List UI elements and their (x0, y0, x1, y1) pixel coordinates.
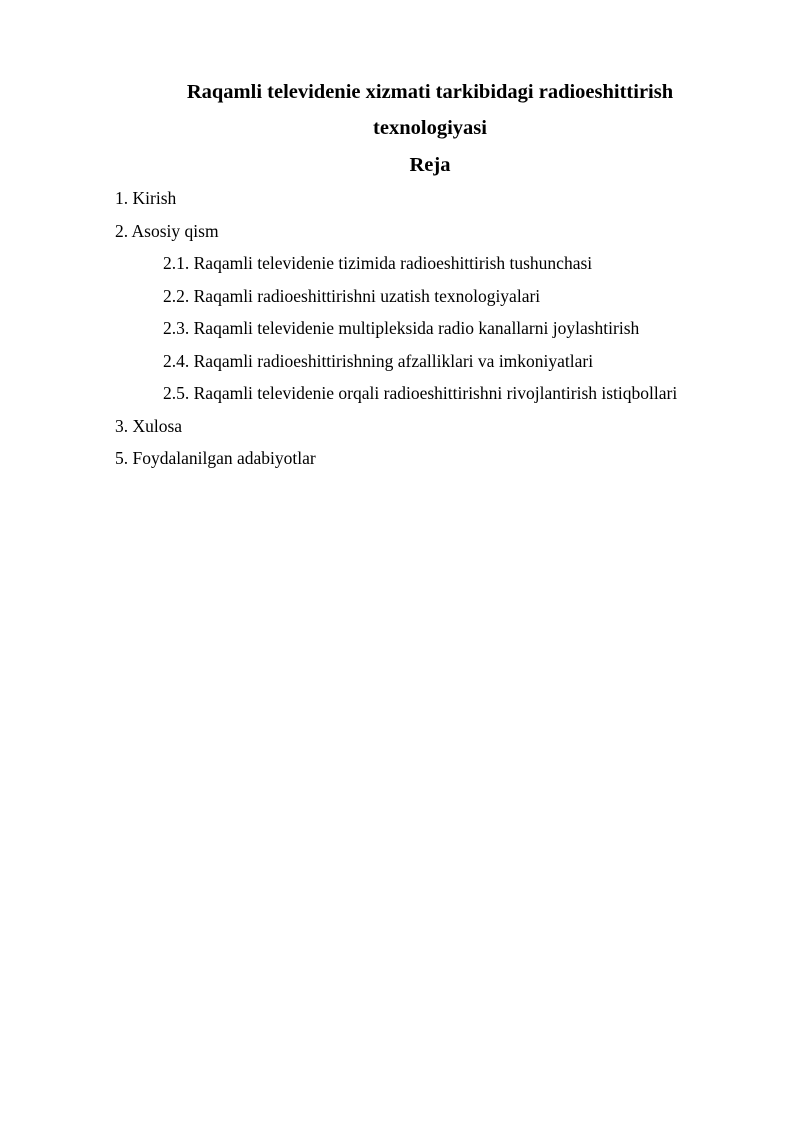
title-block (115, 74, 745, 183)
plan-heading: Reja (409, 154, 451, 176)
plan-item-conclusion: 3. Xulosa (115, 415, 183, 436)
plan-subitem-2-3: 2.3. Raqamli televidenie multipleksida radio kanallarni joylashtirish (163, 318, 640, 338)
plan-subitem-2-5: 2.5. Raqamli televidenie orqali radioeshittirishni rivojlantirish istiqbollari (163, 383, 678, 403)
plan-subitem-2-2: 2.2. Raqamli radioeshittirishni uzatish texnologiyalari (163, 285, 541, 306)
plan-subitem-2-4: 2.4. Raqamli radioeshittirishning afzalliklari va imkoniyatlari (163, 350, 594, 371)
document-title-line-1: Raqamli televidenie xizmati tarkibidagi radioeshittirish (186, 81, 674, 103)
plan-subitem-2-1: 2.1. Raqamli televidenie tizimida radioeshittirish tushunchasi (163, 253, 593, 273)
plan-item-references: 5. Foydalanilgan adabiyotlar (115, 448, 316, 468)
plan-item-main-part: 2. Asosiy qism (115, 220, 219, 241)
plan-item-intro: 1. Kirish (115, 188, 177, 208)
document-title-line-2: texnologiyasi (373, 117, 487, 139)
plan-list (115, 182, 785, 475)
